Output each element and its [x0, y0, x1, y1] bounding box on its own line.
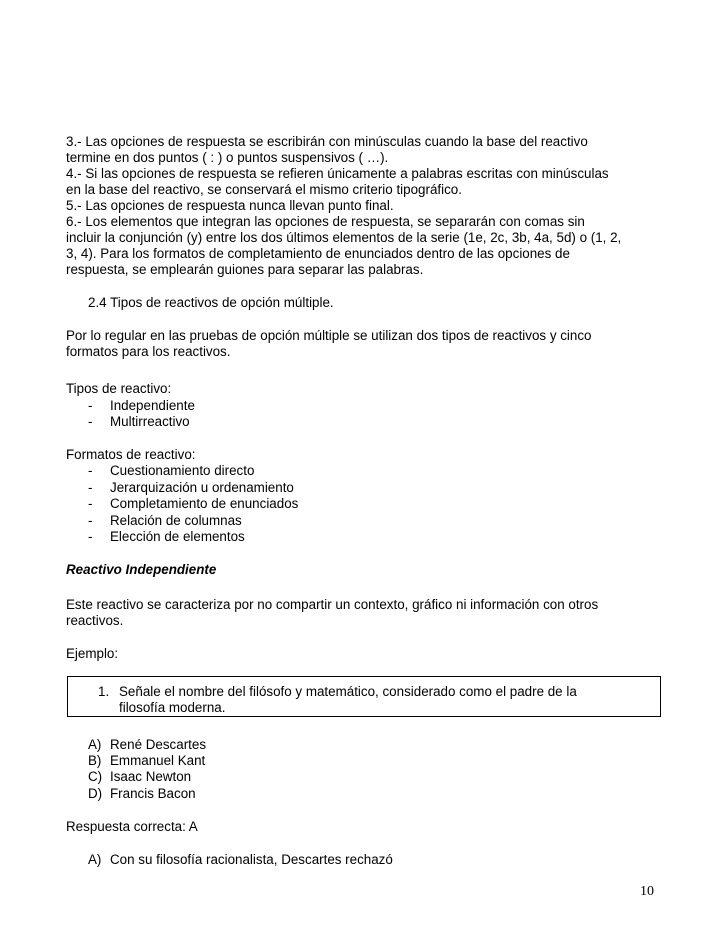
example-label: Ejemplo: — [66, 646, 119, 661]
option-text: Emmanuel Kant — [110, 753, 206, 768]
intro-line: Por lo regular en las pruebas de opción múltiple se utilizan dos tipos de reactivos y cinco — [66, 328, 592, 343]
types-title: Tipos de reactivo: — [66, 381, 172, 396]
question-line: Señale el nombre del filósofo y matemático, considerado como el padre de la — [119, 684, 577, 699]
type-item: Independiente — [110, 398, 195, 413]
format-item: Relación de columnas — [110, 513, 242, 528]
format-item: Completamiento de enunciados — [110, 496, 299, 511]
format-item: Elección de elementos — [110, 529, 245, 544]
format-item: Cuestionamiento directo — [110, 463, 255, 478]
section-heading: 2.4 Tipos de reactivos de opción múltiple. — [88, 295, 334, 310]
list-dash: - — [88, 529, 93, 544]
option-letter: B) — [88, 753, 102, 768]
question-number: 1. — [98, 684, 110, 699]
question-box — [67, 676, 661, 717]
rule-line: termine en dos puntos ( : ) o puntos suspensivos ( …). — [66, 150, 389, 165]
independent-desc-line: reactivos. — [66, 613, 124, 628]
option-text: Francis Bacon — [110, 786, 196, 801]
rule-line: 3.- Las opciones de respuesta se escribirán con minúsculas cuando la base del reactivo — [66, 134, 588, 149]
list-dash: - — [88, 414, 93, 429]
rule-line: 4.- Si las opciones de respuesta se refieren únicamente a palabras escritas con minúsculas — [66, 166, 609, 181]
option-text: Isaac Newton — [110, 769, 192, 784]
list-dash: - — [88, 496, 93, 511]
list-dash: - — [88, 480, 93, 495]
option-letter: A) — [88, 737, 102, 752]
rule-line: incluir la conjunción (y) entre los dos últimos elementos de la serie (1e, 2c, 3b, 4a, 5d) o (1, 2, — [66, 230, 622, 245]
explanation-letter: A) — [88, 852, 102, 867]
list-dash: - — [88, 463, 93, 478]
formats-title: Formatos de reactivo: — [66, 447, 196, 462]
format-item: Jerarquización u ordenamiento — [110, 480, 294, 495]
option-letter: C) — [88, 769, 103, 784]
intro-line: formatos para los reactivos. — [66, 344, 231, 359]
rule-line: en la base del reactivo, se conservará el mismo criterio tipográfico. — [66, 182, 462, 197]
explanation-text: Con su filosofía racionalista, Descartes rechazó — [110, 852, 393, 867]
rule-line: 5.- Las opciones de respuesta nunca llevan punto final. — [66, 198, 394, 213]
correct-answer: Respuesta correcta: A — [66, 819, 198, 834]
list-dash: - — [88, 398, 93, 413]
rule-line: 6.- Los elementos que integran las opciones de respuesta, se separarán con comas sin — [66, 214, 585, 229]
option-letter: D) — [88, 786, 103, 801]
independent-desc-line: Este reactivo se caracteriza por no compartir un contexto, gráfico ni información con otros — [66, 597, 599, 612]
independent-heading: Reactivo Independiente — [66, 562, 217, 577]
type-item: Multirreactivo — [110, 414, 190, 429]
option-text: René Descartes — [110, 737, 207, 752]
page-number: 10 — [640, 884, 654, 899]
question-line: filosofía moderna. — [119, 700, 226, 715]
rule-line: respuesta, se emplearán guiones para separar las palabras. — [66, 262, 424, 277]
rule-line: 3, 4). Para los formatos de completamiento de enunciados dentro de las opciones de — [66, 246, 570, 261]
list-dash: - — [88, 513, 93, 528]
